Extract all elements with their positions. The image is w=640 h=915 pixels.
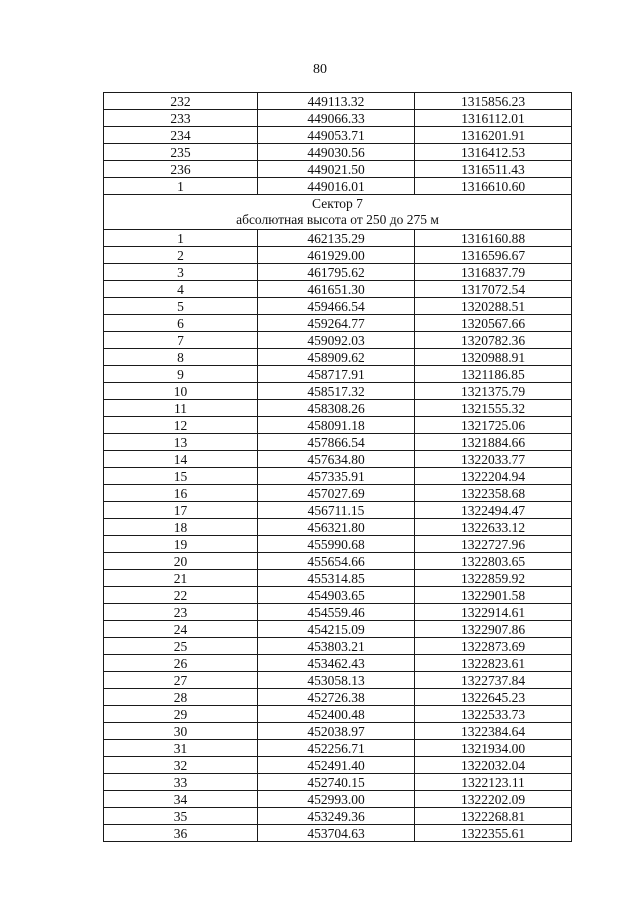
x-coordinate-cell: 459264.77 bbox=[258, 315, 415, 332]
point-number-cell: 31 bbox=[104, 740, 258, 757]
y-coordinate-cell: 1316112.01 bbox=[415, 110, 572, 127]
y-coordinate-cell: 1322123.11 bbox=[415, 774, 572, 791]
y-coordinate-cell: 1316201.91 bbox=[415, 127, 572, 144]
x-coordinate-cell: 457335.91 bbox=[258, 468, 415, 485]
y-coordinate-cell: 1322355.61 bbox=[415, 825, 572, 842]
x-coordinate-cell: 456321.80 bbox=[258, 519, 415, 536]
point-number-cell: 35 bbox=[104, 808, 258, 825]
point-number-cell: 5 bbox=[104, 298, 258, 315]
x-coordinate-cell: 452256.71 bbox=[258, 740, 415, 757]
x-coordinate-cell: 461651.30 bbox=[258, 281, 415, 298]
point-number-cell: 32 bbox=[104, 757, 258, 774]
table-row bbox=[104, 740, 572, 757]
table-row bbox=[104, 706, 572, 723]
y-coordinate-cell: 1322823.61 bbox=[415, 655, 572, 672]
table-body-before-sector bbox=[104, 93, 572, 195]
x-coordinate-cell: 458909.62 bbox=[258, 349, 415, 366]
y-coordinate-cell: 1322914.61 bbox=[415, 604, 572, 621]
x-coordinate-cell: 459466.54 bbox=[258, 298, 415, 315]
point-number-cell: 18 bbox=[104, 519, 258, 536]
point-number-cell: 23 bbox=[104, 604, 258, 621]
y-coordinate-cell: 1321375.79 bbox=[415, 383, 572, 400]
y-coordinate-cell: 1316596.67 bbox=[415, 247, 572, 264]
point-number-cell: 34 bbox=[104, 791, 258, 808]
y-coordinate-cell: 1322645.23 bbox=[415, 689, 572, 706]
table-row bbox=[104, 604, 572, 621]
y-coordinate-cell: 1322533.73 bbox=[415, 706, 572, 723]
y-coordinate-cell: 1320567.66 bbox=[415, 315, 572, 332]
point-number-cell: 236 bbox=[104, 161, 258, 178]
point-number-cell: 26 bbox=[104, 655, 258, 672]
y-coordinate-cell: 1315856.23 bbox=[415, 93, 572, 110]
point-number-cell: 14 bbox=[104, 451, 258, 468]
y-coordinate-cell: 1322032.04 bbox=[415, 757, 572, 774]
x-coordinate-cell: 458517.32 bbox=[258, 383, 415, 400]
page-number: 80 bbox=[313, 62, 327, 77]
point-number-cell: 28 bbox=[104, 689, 258, 706]
x-coordinate-cell: 462135.29 bbox=[258, 230, 415, 247]
x-coordinate-cell: 461795.62 bbox=[258, 264, 415, 281]
y-coordinate-cell: 1322737.84 bbox=[415, 672, 572, 689]
point-number-cell: 2 bbox=[104, 247, 258, 264]
y-coordinate-cell: 1316837.79 bbox=[415, 264, 572, 281]
x-coordinate-cell: 449021.50 bbox=[258, 161, 415, 178]
x-coordinate-cell: 455990.68 bbox=[258, 536, 415, 553]
point-number-cell: 1 bbox=[104, 230, 258, 247]
table-row bbox=[104, 689, 572, 706]
table-row bbox=[104, 723, 572, 740]
point-number-cell: 16 bbox=[104, 485, 258, 502]
table-row bbox=[104, 127, 572, 144]
y-coordinate-cell: 1321934.00 bbox=[415, 740, 572, 757]
y-coordinate-cell: 1316511.43 bbox=[415, 161, 572, 178]
y-coordinate-cell: 1320288.51 bbox=[415, 298, 572, 315]
x-coordinate-cell: 457634.80 bbox=[258, 451, 415, 468]
table-row bbox=[104, 349, 572, 366]
point-number-cell: 8 bbox=[104, 349, 258, 366]
x-coordinate-cell: 453249.36 bbox=[258, 808, 415, 825]
table-row bbox=[104, 161, 572, 178]
table-row bbox=[104, 485, 572, 502]
x-coordinate-cell: 449016.01 bbox=[258, 178, 415, 195]
y-coordinate-cell: 1322033.77 bbox=[415, 451, 572, 468]
table-row bbox=[104, 655, 572, 672]
point-number-cell: 36 bbox=[104, 825, 258, 842]
x-coordinate-cell: 452726.38 bbox=[258, 689, 415, 706]
sector-title: Сектор 7 bbox=[312, 196, 363, 211]
x-coordinate-cell: 449113.32 bbox=[258, 93, 415, 110]
y-coordinate-cell: 1322202.09 bbox=[415, 791, 572, 808]
y-coordinate-cell: 1322901.58 bbox=[415, 587, 572, 604]
table-row bbox=[104, 638, 572, 655]
point-number-cell: 20 bbox=[104, 553, 258, 570]
table-row bbox=[104, 400, 572, 417]
y-coordinate-cell: 1320782.36 bbox=[415, 332, 572, 349]
table-row bbox=[104, 672, 572, 689]
x-coordinate-cell: 452038.97 bbox=[258, 723, 415, 740]
point-number-cell: 235 bbox=[104, 144, 258, 161]
y-coordinate-cell: 1320988.91 bbox=[415, 349, 572, 366]
point-number-cell: 27 bbox=[104, 672, 258, 689]
table-row bbox=[104, 451, 572, 468]
x-coordinate-cell: 458717.91 bbox=[258, 366, 415, 383]
y-coordinate-cell: 1322727.96 bbox=[415, 536, 572, 553]
table-row bbox=[104, 264, 572, 281]
x-coordinate-cell: 459092.03 bbox=[258, 332, 415, 349]
table-row bbox=[104, 570, 572, 587]
x-coordinate-cell: 458308.26 bbox=[258, 400, 415, 417]
table-row bbox=[104, 536, 572, 553]
point-number-cell: 17 bbox=[104, 502, 258, 519]
y-coordinate-cell: 1316610.60 bbox=[415, 178, 572, 195]
point-number-cell: 29 bbox=[104, 706, 258, 723]
sector-header-row bbox=[104, 195, 572, 230]
table-row bbox=[104, 247, 572, 264]
table-row bbox=[104, 315, 572, 332]
table-row bbox=[104, 621, 572, 638]
x-coordinate-cell: 449066.33 bbox=[258, 110, 415, 127]
point-number-cell: 24 bbox=[104, 621, 258, 638]
table-row bbox=[104, 93, 572, 110]
table-row bbox=[104, 434, 572, 451]
table-row bbox=[104, 774, 572, 791]
coordinates-table bbox=[103, 92, 572, 842]
point-number-cell: 22 bbox=[104, 587, 258, 604]
table-row bbox=[104, 417, 572, 434]
x-coordinate-cell: 452400.48 bbox=[258, 706, 415, 723]
x-coordinate-cell: 457027.69 bbox=[258, 485, 415, 502]
point-number-cell: 30 bbox=[104, 723, 258, 740]
y-coordinate-cell: 1321555.32 bbox=[415, 400, 572, 417]
y-coordinate-cell: 1322873.69 bbox=[415, 638, 572, 655]
point-number-cell: 25 bbox=[104, 638, 258, 655]
point-number-cell: 3 bbox=[104, 264, 258, 281]
table-row bbox=[104, 332, 572, 349]
y-coordinate-cell: 1322859.92 bbox=[415, 570, 572, 587]
point-number-cell: 9 bbox=[104, 366, 258, 383]
x-coordinate-cell: 454215.09 bbox=[258, 621, 415, 638]
x-coordinate-cell: 454559.46 bbox=[258, 604, 415, 621]
y-coordinate-cell: 1322384.64 bbox=[415, 723, 572, 740]
table-body-sector-7 bbox=[104, 230, 572, 842]
table-row bbox=[104, 791, 572, 808]
x-coordinate-cell: 454903.65 bbox=[258, 587, 415, 604]
point-number-cell: 234 bbox=[104, 127, 258, 144]
table-row bbox=[104, 383, 572, 400]
sector-subtitle: абсолютная высота от 250 до 275 м bbox=[236, 212, 439, 227]
x-coordinate-cell: 449053.71 bbox=[258, 127, 415, 144]
table-row bbox=[104, 587, 572, 604]
x-coordinate-cell: 461929.00 bbox=[258, 247, 415, 264]
table-row bbox=[104, 144, 572, 161]
x-coordinate-cell: 453462.43 bbox=[258, 655, 415, 672]
point-number-cell: 13 bbox=[104, 434, 258, 451]
x-coordinate-cell: 456711.15 bbox=[258, 502, 415, 519]
y-coordinate-cell: 1321186.85 bbox=[415, 366, 572, 383]
y-coordinate-cell: 1317072.54 bbox=[415, 281, 572, 298]
point-number-cell: 15 bbox=[104, 468, 258, 485]
table-row bbox=[104, 468, 572, 485]
y-coordinate-cell: 1322803.65 bbox=[415, 553, 572, 570]
table-row bbox=[104, 553, 572, 570]
point-number-cell: 33 bbox=[104, 774, 258, 791]
table-row bbox=[104, 178, 572, 195]
y-coordinate-cell: 1322358.68 bbox=[415, 485, 572, 502]
table-row bbox=[104, 110, 572, 127]
point-number-cell: 4 bbox=[104, 281, 258, 298]
point-number-cell: 7 bbox=[104, 332, 258, 349]
table-row bbox=[104, 757, 572, 774]
x-coordinate-cell: 455654.66 bbox=[258, 553, 415, 570]
table-row bbox=[104, 502, 572, 519]
x-coordinate-cell: 457866.54 bbox=[258, 434, 415, 451]
table-row bbox=[104, 366, 572, 383]
y-coordinate-cell: 1322494.47 bbox=[415, 502, 572, 519]
x-coordinate-cell: 452740.15 bbox=[258, 774, 415, 791]
x-coordinate-cell: 453058.13 bbox=[258, 672, 415, 689]
sector-header-body bbox=[104, 195, 572, 230]
x-coordinate-cell: 452993.00 bbox=[258, 791, 415, 808]
point-number-cell: 10 bbox=[104, 383, 258, 400]
x-coordinate-cell: 449030.56 bbox=[258, 144, 415, 161]
x-coordinate-cell: 453803.21 bbox=[258, 638, 415, 655]
table-row bbox=[104, 298, 572, 315]
point-number-cell: 232 bbox=[104, 93, 258, 110]
y-coordinate-cell: 1322268.81 bbox=[415, 808, 572, 825]
point-number-cell: 6 bbox=[104, 315, 258, 332]
table-row bbox=[104, 825, 572, 842]
point-number-cell: 11 bbox=[104, 400, 258, 417]
point-number-cell: 233 bbox=[104, 110, 258, 127]
y-coordinate-cell: 1321725.06 bbox=[415, 417, 572, 434]
x-coordinate-cell: 458091.18 bbox=[258, 417, 415, 434]
point-number-cell: 21 bbox=[104, 570, 258, 587]
y-coordinate-cell: 1322633.12 bbox=[415, 519, 572, 536]
table-row bbox=[104, 808, 572, 825]
x-coordinate-cell: 453704.63 bbox=[258, 825, 415, 842]
y-coordinate-cell: 1322907.86 bbox=[415, 621, 572, 638]
sector-header-cell bbox=[104, 195, 572, 230]
y-coordinate-cell: 1321884.66 bbox=[415, 434, 572, 451]
x-coordinate-cell: 452491.40 bbox=[258, 757, 415, 774]
y-coordinate-cell: 1316412.53 bbox=[415, 144, 572, 161]
point-number-cell: 19 bbox=[104, 536, 258, 553]
point-number-cell: 12 bbox=[104, 417, 258, 434]
table-row bbox=[104, 230, 572, 247]
y-coordinate-cell: 1322204.94 bbox=[415, 468, 572, 485]
table-row bbox=[104, 281, 572, 298]
y-coordinate-cell: 1316160.88 bbox=[415, 230, 572, 247]
x-coordinate-cell: 455314.85 bbox=[258, 570, 415, 587]
table-row bbox=[104, 519, 572, 536]
point-number-cell: 1 bbox=[104, 178, 258, 195]
